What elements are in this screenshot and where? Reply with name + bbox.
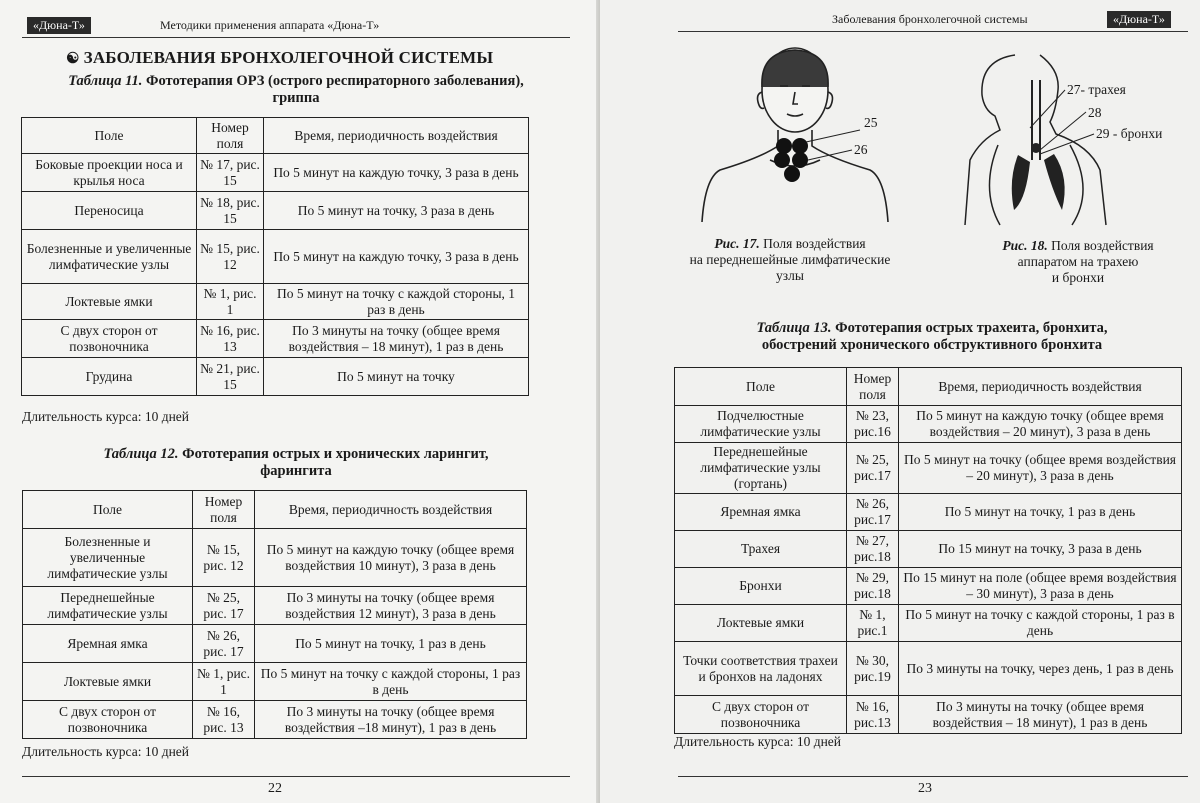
fig17-caption: Рис. 17. Поля воздействия на переднешейные лимфатические узлы [689, 236, 891, 283]
table-header: Номер поля [847, 368, 899, 406]
table-row: Яремная ямка № 26, рис. 17 По 5 минут на точку, 1 раз в день [23, 625, 527, 663]
fig18-caption: Рис. 18. Поля воздействия аппаратом на трахею и бронхи [1002, 238, 1154, 285]
figure-18-leaders [1020, 88, 1100, 158]
header-badge: «Дюна-Т» [1107, 11, 1171, 28]
table-header: Номер поля [197, 118, 264, 154]
table-row: Переносица № 18, рис. 15 По 5 минут на точку, 3 раза в день [22, 192, 529, 230]
table12-caption: Таблица 12. Фототерапия острых и хронических ларингит, фарингита [103, 446, 489, 479]
table11 [21, 117, 529, 396]
table-row: Подчелюстные лимфатические узлы № 23, рис.16 По 5 минут на каждую точку (общее время воздействия – 20 минут), 3 раза в день [675, 406, 1182, 443]
header-rule [22, 37, 570, 38]
point-26 [792, 152, 808, 168]
table-row: Локтевые ямки № 1, рис. 1 По 5 минут на точку с каждой стороны, 1 раз в день [23, 663, 527, 701]
table13-duration: Длительность курса: 10 дней [674, 734, 842, 749]
table-header: Поле [22, 118, 197, 154]
page-number: 22 [268, 781, 282, 796]
table-row: Яремная ямка № 26, рис.17 По 5 минут на точку, 1 раз в день [675, 494, 1182, 531]
table11-caption: Таблица 11. Фототерапия ОРЗ (острого респираторного заболевания), гриппа [68, 73, 524, 106]
table-row: С двух сторон от позвоночника № 16, рис.13 По 3 минуты на точку (общее время воздействия – 18 минут), 1 раз в день [675, 696, 1182, 734]
table-row: Локтевые ямки № 1, рис. 1 По 5 минут на точку с каждой стороны, 1 раз в день [22, 284, 529, 320]
table11-duration: Длительность курса: 10 дней [22, 409, 190, 424]
figure-17-neck [700, 42, 930, 227]
table-row: Грудина № 21, рис. 15 По 5 минут на точку [22, 358, 529, 396]
header-title: Методики применения аппарата «Дюна-Т» [160, 18, 380, 32]
table13 [674, 367, 1182, 734]
table-row: Болезненные и увеличенные лимфатические узлы № 15, рис. 12 По 5 минут на каждую точку, 3 раза в день [22, 230, 529, 284]
table12 [22, 490, 527, 739]
table-header: Поле [23, 491, 193, 529]
table-header: Поле [675, 368, 847, 406]
page-number: 23 [918, 781, 932, 796]
table13-caption: Таблица 13. Фототерапия острых трахеита, бронхита, обострений хронического обструктивного бронхита [756, 320, 1108, 353]
section-title: ☯ ЗАБОЛЕВАНИЯ БРОНХОЛЕГОЧНОЙ СИСТЕМЫ [66, 48, 494, 67]
fig17-label-25: 25 [864, 115, 878, 130]
table-row: Трахея № 27, рис.18 По 15 минут на точку, 3 раза в день [675, 531, 1182, 568]
section-icon: ☯ [66, 51, 80, 67]
table-row: Переднешейные лимфатические узлы (гортань) № 25, рис.17 По 5 минут на точку (общее время воздействия – 20 минут), 3 раза в день [675, 443, 1182, 494]
table-row: Локтевые ямки № 1, рис.1 По 5 минут на точку с каждой стороны, 1 раз в день [675, 605, 1182, 642]
table-row: Боковые проекции носа и крылья носа № 17, рис. 15 По 5 минут на каждую точку, 3 раза в день [22, 154, 529, 192]
table-row: С двух сторон от позвоночника № 16, рис. 13 По 3 минуты на точку (общее время воздействия –18 минут), 1 раз в день [23, 701, 527, 739]
table-row: Точки соответствия трахеи и бронхов на ладонях № 30, рис.19 По 3 минуты на точку, через день, 1 раз в день [675, 642, 1182, 696]
table-header: Время, периодичность воздействия [264, 118, 529, 154]
table-row: С двух сторон от позвоночника № 16, рис. 13 По 3 минуты на точку (общее время воздействия – 18 минут), 1 раз в день [22, 320, 529, 358]
fig17-label-26: 26 [854, 142, 868, 157]
header-title: Заболевания бронхолегочной системы [832, 12, 1028, 26]
table12-duration: Длительность курса: 10 дней [22, 744, 190, 759]
table-header: Номер поля [193, 491, 255, 529]
header-badge: «Дюна-Т» [27, 17, 91, 34]
table-row: Переднешейные лимфатические узлы № 25, рис. 17 По 3 минуты на точку (общее время воздействия 12 минут), 3 раза в день [23, 587, 527, 625]
table-header: Время, периодичность воздействия [255, 491, 527, 529]
footer-rule [678, 776, 1188, 777]
table-row: Бронхи № 29, рис.18 По 15 минут на поле (общее время воздействия – 30 минут), 3 раза в день [675, 568, 1182, 605]
fig18-label-29: 29 - бронхи [1096, 126, 1163, 141]
point-25 [776, 138, 792, 154]
footer-rule [22, 776, 570, 777]
fig18-label-28: 28 [1088, 105, 1102, 120]
fig18-label-27: 27- трахея [1067, 82, 1126, 97]
table-row: Болезненные и увеличенные лимфатические узлы № 15, рис. 12 По 5 минут на каждую точку (общее время воздействия 10 минут), 3 раза в день [23, 529, 527, 587]
table-header: Время, периодичность воздействия [899, 368, 1182, 406]
header-rule [678, 31, 1188, 32]
right-page [600, 0, 1200, 803]
